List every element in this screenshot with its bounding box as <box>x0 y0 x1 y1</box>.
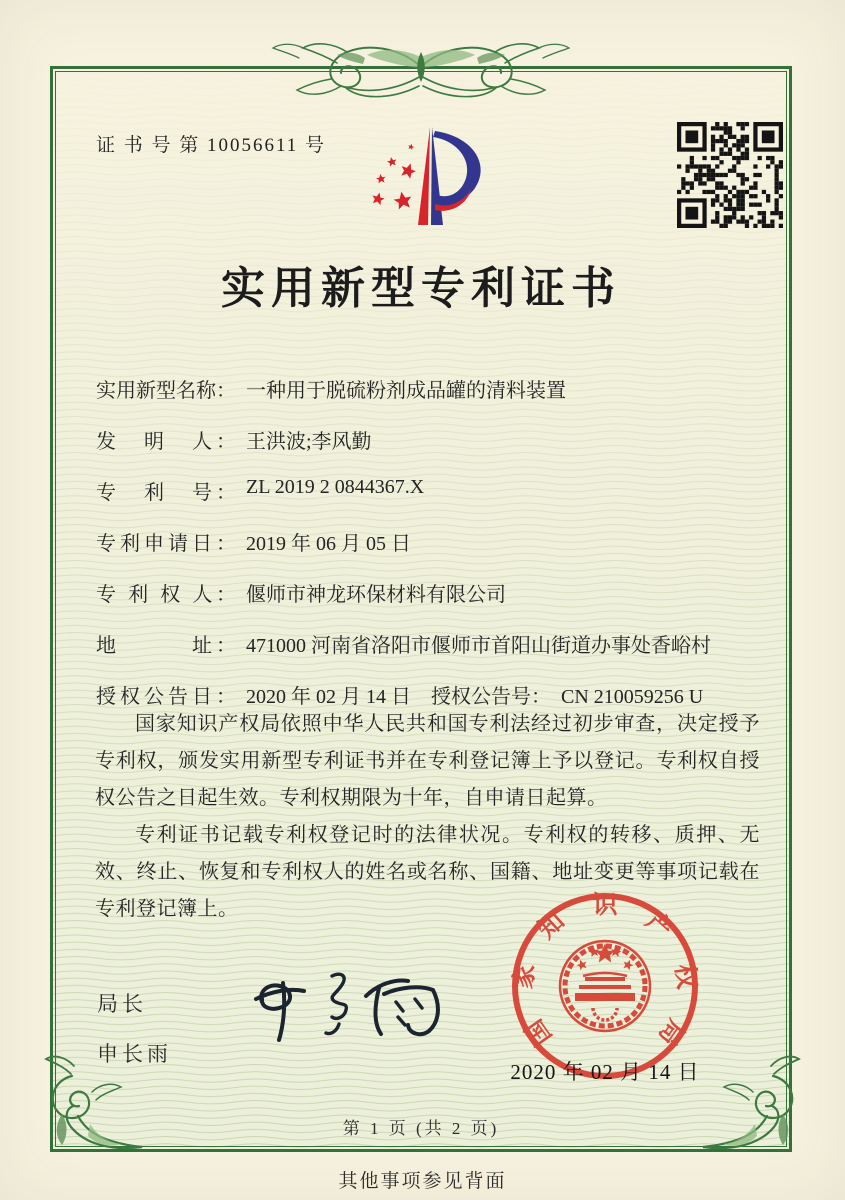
field-row-inventor <box>96 425 761 476</box>
svg-text:家: 家 <box>510 962 540 991</box>
officer-block <box>97 988 172 1068</box>
officer-title: 局长 <box>97 992 147 1016</box>
director-signature <box>228 950 454 1062</box>
back-side-note: 其他事项参见背面 <box>338 1171 507 1192</box>
field-label: 授权公告号： <box>431 686 551 708</box>
svg-text:国: 国 <box>520 1014 558 1051</box>
qr-code <box>677 122 783 228</box>
certificate-title: 实用新型专利证书 <box>221 264 621 313</box>
seal-text <box>509 891 701 1051</box>
field-value: ZL 2019 2 0844367.X <box>246 476 425 498</box>
field-label: 专 利 权 人： <box>96 584 236 606</box>
svg-text:识: 识 <box>592 892 618 919</box>
svg-text:知: 知 <box>533 907 570 945</box>
logo-spike-and-p <box>418 127 481 225</box>
svg-text:权: 权 <box>670 962 700 991</box>
field-label: 地 址： <box>96 635 236 657</box>
page-indicator: 第 1 页 (共 2 页) <box>342 1119 500 1138</box>
field-value: 王洪波;李风勤 <box>246 431 372 453</box>
field-label: 实用新型名称： <box>96 380 236 402</box>
field-row-patentee <box>96 578 761 629</box>
field-value: 2020 年 02 月 14 日 <box>246 686 411 708</box>
field-row-name <box>96 374 761 425</box>
field-value: CN 210059256 U <box>561 686 704 708</box>
svg-text:局: 局 <box>652 1014 690 1051</box>
top-floral-ornament <box>241 40 601 106</box>
seal-date: 2020 年 02 月 14 日 <box>510 1060 700 1084</box>
bottom-left-corner-ornament <box>40 1052 158 1160</box>
legal-paragraph-1: 国家知识产权局依照中华人民共和国专利法经过初步审查，决定授予专利权，颁发实用新型专利证书并在专利登记簿上予以登记。专利权自授权公告之日起生效。专利权期限为十年，自申请日起算。 <box>95 713 760 809</box>
field-label: 专 利 号： <box>96 482 236 504</box>
field-value: 471000 河南省洛阳市偃师市首阳山街道办事处香峪村 <box>246 635 711 657</box>
field-row-patent-no <box>96 476 761 527</box>
logo-stars <box>371 143 418 210</box>
field-list <box>96 374 761 731</box>
field-value: 2019 年 06 月 05 日 <box>246 533 411 555</box>
field-row-filing-date <box>96 527 761 578</box>
national-emblem <box>560 941 650 1031</box>
field-label: 专利申请日： <box>96 533 236 555</box>
field-row-address <box>96 629 761 680</box>
field-label: 发 明 人： <box>96 431 236 453</box>
field-label: 授权公告日： <box>96 686 236 708</box>
field-value: 偃师市神龙环保材料有限公司 <box>246 584 506 606</box>
legal-paragraph-2: 专利证书记载专利权登记时的法律状况。专利权的转移、质押、无效、终止、恢复和专利权人的姓名或名称、国籍、地址变更等事项记载在专利登记簿上。 <box>95 824 760 920</box>
svg-text:产: 产 <box>640 907 677 945</box>
field-value: 一种用于脱硫粉剂成品罐的清料装置 <box>246 380 566 402</box>
officer-name: 申长雨 <box>97 1042 172 1066</box>
certificate-number: 证 书 号 第 10056611 号 <box>96 135 327 156</box>
cnipa-logo <box>347 121 517 241</box>
